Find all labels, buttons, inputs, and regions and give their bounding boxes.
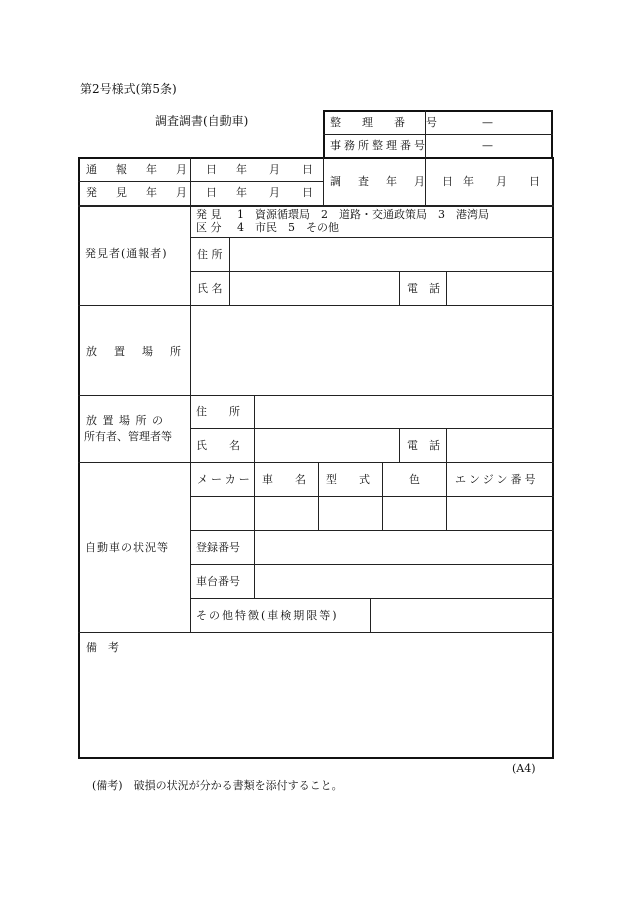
- color-field[interactable]: [384, 498, 445, 529]
- paper-size: (A4): [512, 762, 536, 775]
- chassis-number-field[interactable]: [256, 566, 553, 597]
- kubun-options-line-2: 4 市民 5 その他: [237, 221, 339, 234]
- location-label: 放 置 場 所: [86, 345, 184, 358]
- chosa-date-field[interactable]: 年 月 日: [463, 175, 540, 188]
- jimusho-bango-label: 事務所整理番号: [330, 139, 428, 152]
- owner-label-1: 放 置 場 所 の: [86, 414, 164, 427]
- jimusho-bango-value: —: [482, 139, 493, 152]
- footer-note: (備考) 破損の状況が分かる書類を添付すること。: [92, 779, 343, 792]
- chassis-number-label: 車台番号: [196, 575, 240, 588]
- discoverer-name-label: 氏 名: [197, 282, 223, 295]
- remarks-field[interactable]: [80, 660, 552, 756]
- remarks-label: 備 考: [86, 641, 119, 654]
- col-model-header: 型 式: [326, 473, 370, 486]
- hakken-date-field[interactable]: 年 月 日: [236, 186, 313, 199]
- col-maker-header: メーカー: [197, 473, 253, 486]
- seiri-bango-label: 整 理 番 号: [330, 116, 442, 129]
- kubun-label-2: 区 分: [196, 221, 222, 234]
- owner-name-label: 氏 名: [196, 439, 240, 452]
- discoverer-name-field[interactable]: [231, 273, 398, 304]
- discoverer-phone-label: 電 話: [407, 282, 440, 295]
- location-field[interactable]: [192, 307, 553, 394]
- col-engine-header: エンジン番号: [455, 473, 539, 486]
- kubun-label-1: 発 見: [196, 208, 222, 221]
- other-features-field[interactable]: [372, 600, 553, 631]
- registration-number-label: 登録番号: [196, 541, 240, 554]
- registration-number-field[interactable]: [256, 532, 553, 563]
- tsuho-date-field[interactable]: 年 月 日: [236, 163, 313, 176]
- vehicle-label: 自動車の状況等: [85, 541, 169, 554]
- col-color-header: 色: [409, 473, 420, 486]
- col-name-header: 車 名: [262, 473, 306, 486]
- engine-number-field[interactable]: [448, 498, 553, 529]
- chosa-date-label: 調 査 年 月 日: [330, 175, 456, 188]
- hakken-date-label: 発 見 年 月 日: [86, 186, 221, 199]
- other-features-label: その他特徴(車検期限等): [196, 609, 339, 622]
- form-number: 第2号様式(第5条): [80, 82, 177, 96]
- maker-field[interactable]: [192, 498, 253, 529]
- kubun-options-line-1: 1 資源循環局 2 道路・交通政策局 3 港湾局: [237, 208, 489, 221]
- owner-address-label: 住 所: [196, 405, 240, 418]
- owner-phone-label: 電 話: [407, 439, 440, 452]
- document-title: 調査調書(自動車): [155, 114, 249, 128]
- owner-name-field[interactable]: [256, 430, 398, 461]
- seiri-bango-value: —: [482, 116, 493, 129]
- owner-address-field[interactable]: [256, 397, 553, 427]
- discoverer-address-label: 住 所: [197, 248, 223, 261]
- model-field[interactable]: [320, 498, 381, 529]
- discoverer-address-field[interactable]: [231, 239, 553, 270]
- owner-phone-field[interactable]: [448, 430, 553, 461]
- tsuho-date-label: 通 報 年 月 日: [86, 163, 221, 176]
- owner-label-2: 所有者、管理者等: [84, 430, 172, 443]
- discoverer-label: 発見者(通報者): [85, 247, 168, 260]
- car-name-field[interactable]: [256, 498, 317, 529]
- discoverer-phone-field[interactable]: [448, 273, 553, 304]
